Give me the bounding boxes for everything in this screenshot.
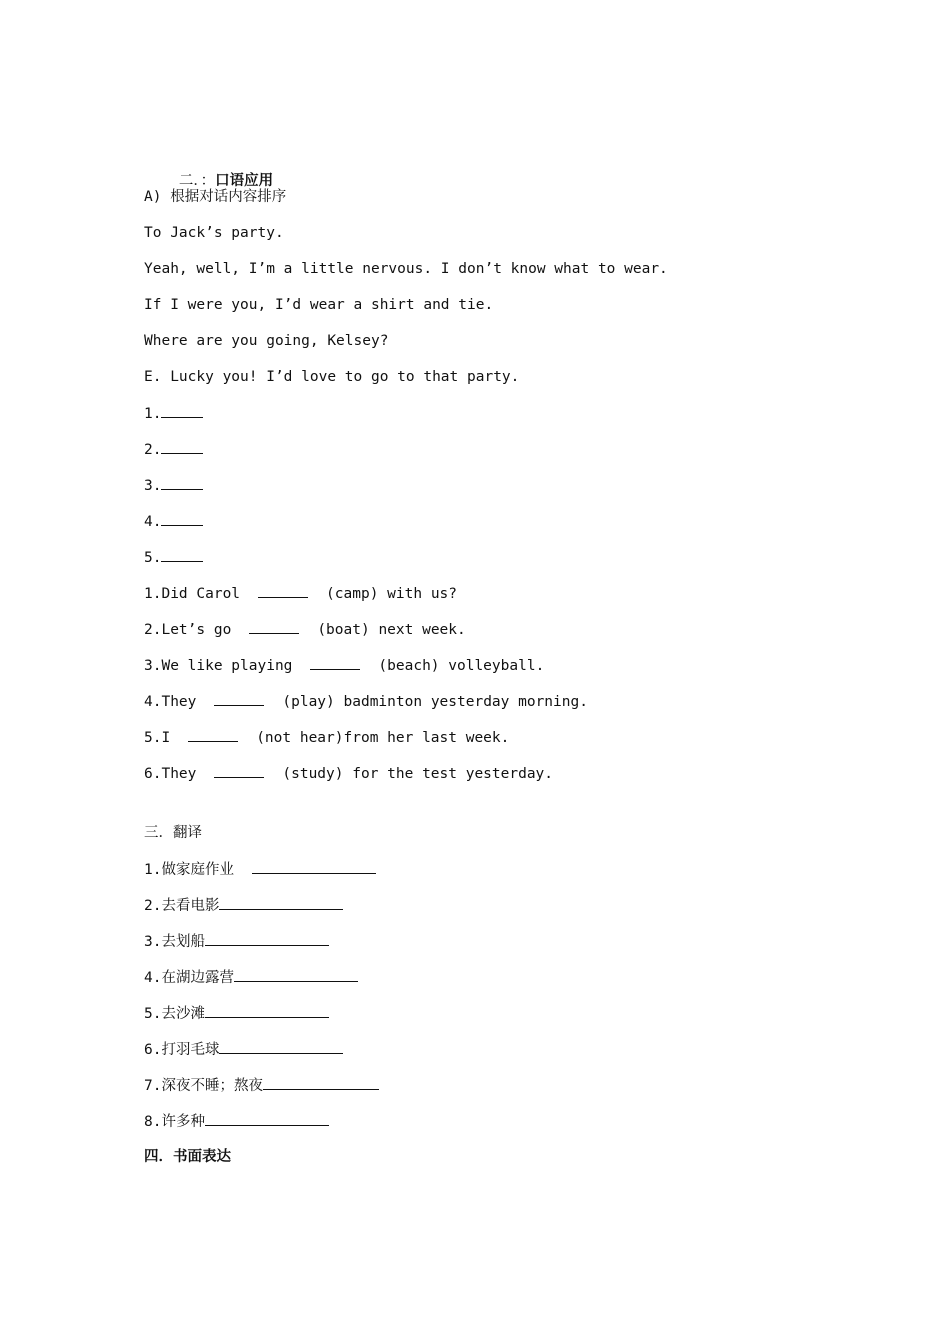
fill-blank[interactable] (310, 655, 360, 670)
fill-item (144, 655, 544, 676)
order-blank[interactable] (161, 511, 203, 526)
fill-item-text: They (161, 766, 197, 782)
fill-item (144, 691, 588, 712)
fill-blank[interactable] (214, 763, 264, 778)
fill-item-hint: (beach) (378, 658, 440, 674)
fill-item-hint: (play) (282, 694, 335, 710)
fill-item-hint: (boat) (317, 622, 370, 638)
fill-item (144, 727, 509, 748)
translation-item (144, 967, 358, 988)
fill-blank[interactable] (249, 619, 299, 634)
fill-item-number: 4. (144, 694, 162, 710)
translation-item-text: 5.去沙滩 (144, 1006, 205, 1022)
partA-title: A) 根据对话内容排序 (144, 189, 287, 205)
dialogue-line: Yeah, well, I’m a little nervous. I don’t know what to wear. (144, 261, 668, 277)
fill-item-hint: (not hear)from (256, 730, 379, 746)
translation-item-text: 2.去看电影 (144, 898, 220, 914)
fill-item-text: Let’s go (161, 622, 232, 638)
translation-blank[interactable] (252, 859, 376, 874)
translation-blank[interactable] (234, 967, 358, 982)
translation-item (144, 1111, 329, 1132)
translation-item (144, 895, 343, 916)
fill-item (144, 619, 466, 640)
order-blank[interactable] (161, 547, 203, 562)
fill-item-number: 3. (144, 658, 162, 674)
order-blank[interactable] (161, 403, 203, 418)
order-item-number: 4. (144, 514, 162, 530)
section2-heading-title: 口语应用 (215, 173, 274, 189)
fill-item (144, 763, 553, 784)
translation-blank[interactable] (219, 1039, 343, 1054)
fill-item-text: volleyball. (448, 658, 545, 674)
order-item (144, 475, 203, 496)
fill-item-text: next week. (378, 622, 466, 638)
fill-item-hint: (study) (282, 766, 344, 782)
order-item-number: 3. (144, 478, 162, 494)
order-blank[interactable] (161, 475, 203, 490)
order-item (144, 511, 203, 532)
dialogue-line: E. Lucky you! I’d love to go to that party. (144, 369, 520, 385)
translation-blank[interactable] (205, 931, 329, 946)
translation-item-text: 6.打羽毛球 (144, 1042, 220, 1058)
section3-heading: 三．翻译 (144, 825, 202, 841)
translation-item (144, 1003, 329, 1024)
order-blank[interactable] (161, 439, 203, 454)
fill-item-text: We like playing (161, 658, 293, 674)
fill-item-number: 5. (144, 730, 162, 746)
fill-item-text: badminton yesterday morning. (343, 694, 588, 710)
translation-blank[interactable] (205, 1111, 329, 1126)
translation-blank[interactable] (205, 1003, 329, 1018)
translation-item-text: 8.许多种 (144, 1114, 205, 1130)
fill-item-hint: (camp) (326, 586, 379, 602)
fill-item (144, 583, 457, 604)
dialogue-line: If I were you, I’d wear a shirt and tie. (144, 297, 494, 313)
translation-item-text: 1.做家庭作业 (144, 862, 234, 878)
fill-item-number: 2. (144, 622, 162, 638)
section2-heading-prefix: 二．： (178, 173, 216, 189)
translation-blank[interactable] (219, 895, 343, 910)
translation-item (144, 1039, 343, 1060)
translation-item-text: 3.去划船 (144, 934, 205, 950)
fill-item-text: They (161, 694, 197, 710)
fill-item-text: with us? (387, 586, 458, 602)
fill-item-text: I (161, 730, 171, 746)
translation-item (144, 931, 329, 952)
order-item-number: 2. (144, 442, 162, 458)
fill-item-number: 6. (144, 766, 162, 782)
fill-blank[interactable] (188, 727, 238, 742)
order-item (144, 439, 203, 460)
order-item-number: 1. (144, 406, 162, 422)
translation-item (144, 1075, 379, 1096)
fill-blank[interactable] (258, 583, 308, 598)
translation-item-text: 4.在湖边露营 (144, 970, 234, 986)
translation-item-text: 7.深夜不睡；熬夜 (144, 1078, 263, 1094)
dialogue-line: To Jack’s party. (144, 225, 284, 241)
dialogue-line: Where are you going, Kelsey? (144, 333, 389, 349)
fill-blank[interactable] (214, 691, 264, 706)
fill-item-number: 1. (144, 586, 162, 602)
translation-blank[interactable] (263, 1075, 379, 1090)
order-item (144, 403, 203, 424)
translation-item (144, 859, 376, 880)
order-item-number: 5. (144, 550, 162, 566)
order-item (144, 547, 203, 568)
fill-item-text: Did Carol (161, 586, 241, 602)
fill-item-text: for the test yesterday. (352, 766, 554, 782)
section4-heading: 四．书面表达 (144, 1149, 231, 1165)
fill-item-text: her last week. (387, 730, 510, 746)
